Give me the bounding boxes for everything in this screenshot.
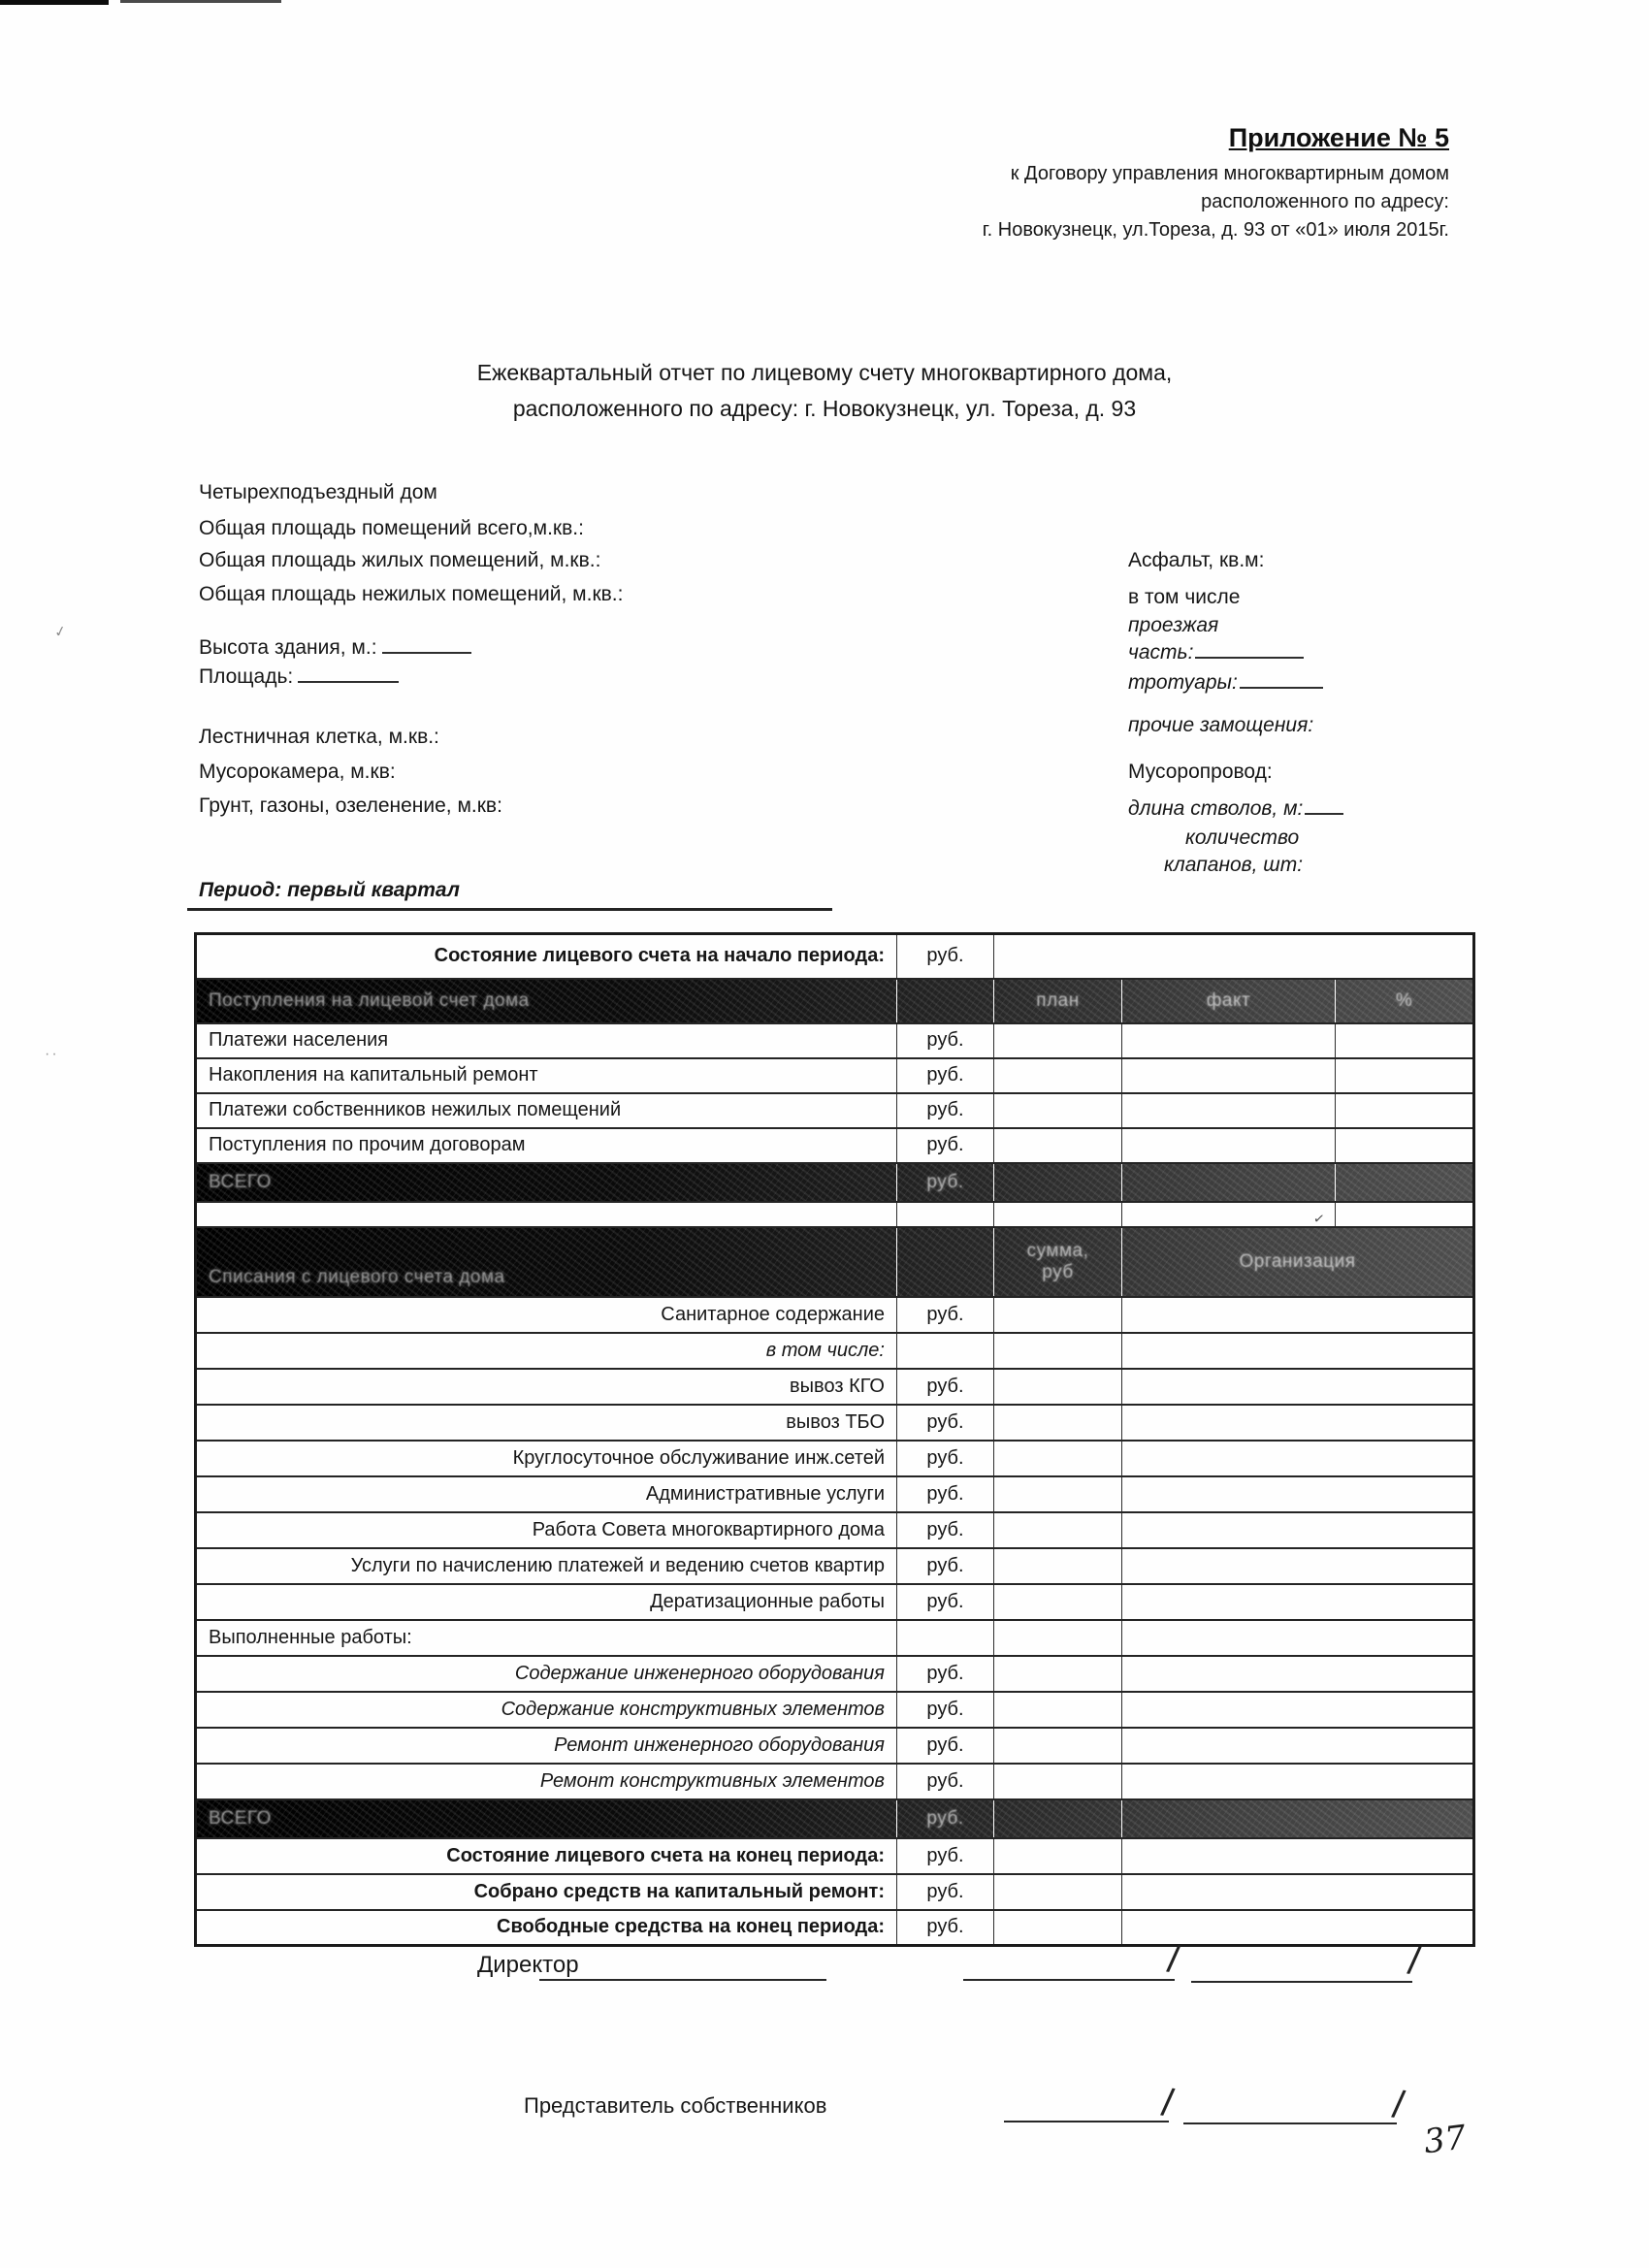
expense-total-row	[196, 1799, 1474, 1838]
opening-balance-row	[196, 934, 1474, 979]
area-label: Площадь:	[199, 665, 399, 689]
organization-cell	[1122, 1548, 1474, 1584]
row-label: Содержание инженерного оборудования	[196, 1656, 897, 1692]
currency-cell: руб.	[897, 1023, 994, 1058]
expense-row	[196, 1584, 1474, 1620]
organization-cell	[1122, 1874, 1474, 1910]
plan-column-header: план	[994, 979, 1122, 1023]
percent-value-cell	[1336, 1023, 1474, 1058]
expense-row	[196, 1512, 1474, 1548]
appendix-line: к Договору управления многоквартирным домом	[1010, 163, 1449, 184]
income-row	[196, 1058, 1474, 1093]
organization-cell	[1122, 1799, 1474, 1838]
row-label: Свободные средства на конец периода:	[196, 1910, 897, 1946]
percent-column-header: %	[1336, 979, 1474, 1023]
fact-value-cell	[1122, 1128, 1336, 1163]
sum-value-cell	[994, 1799, 1122, 1838]
expense-row	[196, 1476, 1474, 1512]
total-label: ВСЕГО	[196, 1163, 897, 1202]
currency-cell: руб.	[897, 1058, 994, 1093]
income-row	[196, 1128, 1474, 1163]
currency-cell	[897, 1227, 994, 1297]
sum-value-cell	[994, 1476, 1122, 1512]
organization-cell	[1122, 1333, 1474, 1369]
building-type-label: Четырехподъездный дом	[199, 481, 437, 503]
pen-mark: ··	[45, 1046, 59, 1062]
signature-line	[1183, 2122, 1397, 2124]
period-label: Период: первый квартал	[199, 879, 460, 901]
sum-value-cell	[994, 1584, 1122, 1620]
expense-row	[196, 1764, 1474, 1799]
row-label: Накопления на капитальный ремонт	[196, 1058, 897, 1093]
signature-line	[539, 1979, 826, 1981]
signature-line	[1004, 2121, 1169, 2122]
sum-value-cell	[994, 1548, 1122, 1584]
organization-cell	[1122, 1728, 1474, 1764]
appendix-line: г. Новокузнецк, ул.Тореза, д. 93 от «01» июля 2015г.	[982, 219, 1449, 241]
currency-cell: руб.	[897, 1297, 994, 1333]
currency-cell: руб.	[897, 1369, 994, 1405]
row-label: в том числе:	[196, 1333, 897, 1369]
income-total-row	[196, 1163, 1474, 1202]
report-table-wrap	[194, 932, 1472, 1947]
asphalt-label: Асфальт, кв.м:	[1128, 549, 1265, 571]
trunk-length-label: длина стволов, м:	[1128, 797, 1343, 821]
organization-cell	[1122, 1584, 1474, 1620]
sum-value-cell	[994, 1333, 1122, 1369]
document-title-line2: расположенного по адресу: г. Новокузнецк, ул. Тореза, д. 93	[512, 396, 1137, 421]
fact-value-cell	[1122, 1023, 1336, 1058]
organization-cell	[1122, 1620, 1474, 1656]
currency-cell: руб.	[897, 1656, 994, 1692]
currency-cell: руб.	[897, 1512, 994, 1548]
currency-cell	[897, 1333, 994, 1369]
signature-line	[963, 1979, 1175, 1981]
value-cell	[897, 1202, 994, 1227]
currency-cell: руб.	[897, 1910, 994, 1946]
pen-mark: ✓	[52, 622, 69, 642]
pen-mark: ✓	[1312, 1209, 1326, 1227]
plan-value-cell	[994, 1058, 1122, 1093]
sum-value-cell	[994, 1764, 1122, 1799]
blank-line	[1195, 642, 1304, 659]
row-label: вывоз КГО	[196, 1369, 897, 1405]
row-label: Платежи собственников нежилых помещений	[196, 1093, 897, 1128]
blank-line	[1305, 798, 1343, 815]
closing-row	[196, 1874, 1474, 1910]
blank-line	[382, 637, 471, 654]
currency-cell: руб.	[897, 1838, 994, 1874]
row-label: Круглосуточное обслуживание инж.сетей	[196, 1441, 897, 1476]
document-title-line1: Ежеквартальный отчет по лицевому счету многоквартирного дома,	[476, 360, 1173, 385]
garbage-chute-label: Мусоропровод:	[1128, 761, 1273, 783]
report-table	[194, 932, 1475, 1947]
empty-row	[196, 1202, 1474, 1227]
organization-column-header: Организация	[1122, 1227, 1474, 1297]
row-label: Административные услуги	[196, 1476, 897, 1512]
valves-label-line1: количество	[1185, 826, 1300, 849]
row-label: Платежи населения	[196, 1023, 897, 1058]
income-section-header	[196, 979, 1474, 1023]
currency-cell: руб.	[897, 1093, 994, 1128]
sum-value-cell	[994, 1838, 1122, 1874]
expense-row	[196, 1728, 1474, 1764]
total-area-label: Общая площадь помещений всего,м.кв.:	[199, 517, 584, 539]
currency-cell: руб.	[897, 1764, 994, 1799]
currency-cell: руб.	[897, 1692, 994, 1728]
rule-line	[187, 908, 832, 911]
scan-edge-artifact	[0, 0, 109, 5]
currency-cell: руб.	[897, 1548, 994, 1584]
row-label: Состояние лицевого счета на конец периода:	[196, 1838, 897, 1874]
garbage-chamber-label: Мусорокамера, м.кв:	[199, 761, 396, 783]
plan-value-cell	[994, 1163, 1122, 1202]
expense-row	[196, 1441, 1474, 1476]
organization-cell	[1122, 1656, 1474, 1692]
appendix-header	[983, 124, 1449, 244]
value-cell	[994, 934, 1474, 979]
expense-row	[196, 1297, 1474, 1333]
currency-cell: руб.	[897, 1799, 994, 1838]
percent-value-cell	[1336, 1128, 1474, 1163]
other-paving-label: прочие замощения:	[1128, 714, 1314, 736]
expense-row	[196, 1369, 1474, 1405]
closing-row	[196, 1910, 1474, 1946]
percent-value-cell	[1336, 1093, 1474, 1128]
document-title	[267, 355, 1382, 427]
organization-cell	[1122, 1692, 1474, 1728]
representative-label: Представитель собственников	[524, 2093, 827, 2118]
appendix-line: расположенного по адресу:	[1201, 191, 1449, 212]
sum-value-cell	[994, 1297, 1122, 1333]
roadway-label2: часть:	[1128, 641, 1304, 664]
organization-cell	[1122, 1764, 1474, 1799]
organization-cell	[1122, 1405, 1474, 1441]
currency-cell: руб.	[897, 1405, 994, 1441]
organization-cell	[1122, 1369, 1474, 1405]
fact-column-header: факт	[1122, 979, 1336, 1023]
row-label: Работа Совета многоквартирного дома	[196, 1512, 897, 1548]
percent-value-cell	[1336, 1058, 1474, 1093]
currency-cell: руб.	[897, 1476, 994, 1512]
row-label: Услуги по начислению платежей и ведению счетов квартир	[196, 1548, 897, 1584]
closing-row	[196, 1838, 1474, 1874]
section-header-label: Поступления на лицевой счет дома	[196, 979, 897, 1023]
signature-slash: /	[1389, 2083, 1407, 2127]
signature-slash: /	[1405, 1939, 1423, 1984]
sum-value-cell	[994, 1620, 1122, 1656]
plan-value-cell	[994, 1128, 1122, 1163]
nonresidential-area-label: Общая площадь нежилых помещений, м.кв.:	[199, 583, 624, 605]
sum-value-cell	[994, 1512, 1122, 1548]
currency-cell: руб.	[897, 934, 994, 979]
value-cell	[994, 1202, 1122, 1227]
appendix-title: Приложение № 5	[1228, 123, 1449, 152]
section-header-label: Списания с лицевого счета дома	[196, 1227, 897, 1297]
income-row	[196, 1093, 1474, 1128]
row-label: Санитарное содержание	[196, 1297, 897, 1333]
row-label: Собрано средств на капитальный ремонт:	[196, 1874, 897, 1910]
handwritten-page-number: 37	[1421, 2118, 1469, 2162]
sum-value-cell	[994, 1910, 1122, 1946]
row-label: Выполненные работы:	[196, 1620, 897, 1656]
currency-cell: руб.	[897, 1163, 994, 1202]
organization-cell	[1122, 1297, 1474, 1333]
residential-area-label: Общая площадь жилых помещений, м.кв.:	[199, 549, 601, 571]
currency-cell	[897, 1620, 994, 1656]
fact-value-cell	[1122, 1058, 1336, 1093]
organization-cell	[1122, 1838, 1474, 1874]
total-label: ВСЕГО	[196, 1799, 897, 1838]
director-label: Директор	[477, 1952, 579, 1978]
sum-value-cell	[994, 1728, 1122, 1764]
sum-column-header: сумма, руб	[994, 1227, 1122, 1297]
sum-value-cell	[994, 1692, 1122, 1728]
sum-value-cell	[994, 1441, 1122, 1476]
expense-row	[196, 1620, 1474, 1656]
currency-cell: руб.	[897, 1128, 994, 1163]
expense-row	[196, 1656, 1474, 1692]
sum-value-cell	[994, 1656, 1122, 1692]
fact-value-cell	[1122, 1163, 1336, 1202]
currency-cell: руб.	[897, 1728, 994, 1764]
expense-row	[196, 1692, 1474, 1728]
currency-cell	[897, 979, 994, 1023]
expense-row	[196, 1405, 1474, 1441]
expense-section-header	[196, 1227, 1474, 1297]
scan-edge-artifact	[120, 0, 281, 3]
row-label: вывоз ТБО	[196, 1405, 897, 1441]
roadway-label: проезжая	[1128, 614, 1219, 636]
expense-row	[196, 1548, 1474, 1584]
organization-cell	[1122, 1441, 1474, 1476]
percent-value-cell	[1336, 1163, 1474, 1202]
ground-label: Грунт, газоны, озеленение, м.кв:	[199, 794, 502, 817]
organization-cell	[1122, 1476, 1474, 1512]
staircase-label: Лестничная клетка, м.кв.:	[199, 726, 439, 748]
row-label: Дератизационные работы	[196, 1584, 897, 1620]
row-label: Поступления по прочим договорам	[196, 1128, 897, 1163]
row-label: Ремонт инженерного оборудования	[196, 1728, 897, 1764]
row-label: Состояние лицевого счета на начало периода:	[196, 934, 897, 979]
currency-cell: руб.	[897, 1584, 994, 1620]
income-row	[196, 1023, 1474, 1058]
blank-line	[298, 666, 399, 683]
sum-value-cell	[994, 1405, 1122, 1441]
value-cell	[1122, 1202, 1336, 1227]
row-label: Ремонт конструктивных элементов	[196, 1764, 897, 1799]
sum-value-cell	[994, 1874, 1122, 1910]
plan-value-cell	[994, 1023, 1122, 1058]
currency-cell: руб.	[897, 1441, 994, 1476]
plan-value-cell	[994, 1093, 1122, 1128]
sum-value-cell	[994, 1369, 1122, 1405]
blank-line	[1240, 672, 1323, 689]
expense-row	[196, 1333, 1474, 1369]
building-height-label: Высота здания, м.:	[199, 636, 471, 660]
value-cell	[196, 1202, 897, 1227]
sidewalks-label: тротуары:	[1128, 671, 1323, 695]
value-cell	[1336, 1202, 1474, 1227]
currency-cell: руб.	[897, 1874, 994, 1910]
fact-value-cell	[1122, 1093, 1336, 1128]
row-label: Содержание конструктивных элементов	[196, 1692, 897, 1728]
signature-line	[1191, 1981, 1412, 1983]
valves-label-line2: клапанов, шт:	[1164, 854, 1304, 876]
organization-cell	[1122, 1512, 1474, 1548]
signature-slash: /	[1164, 1937, 1182, 1982]
signature-slash: /	[1158, 2081, 1177, 2125]
including-label: в том числе	[1128, 586, 1241, 608]
